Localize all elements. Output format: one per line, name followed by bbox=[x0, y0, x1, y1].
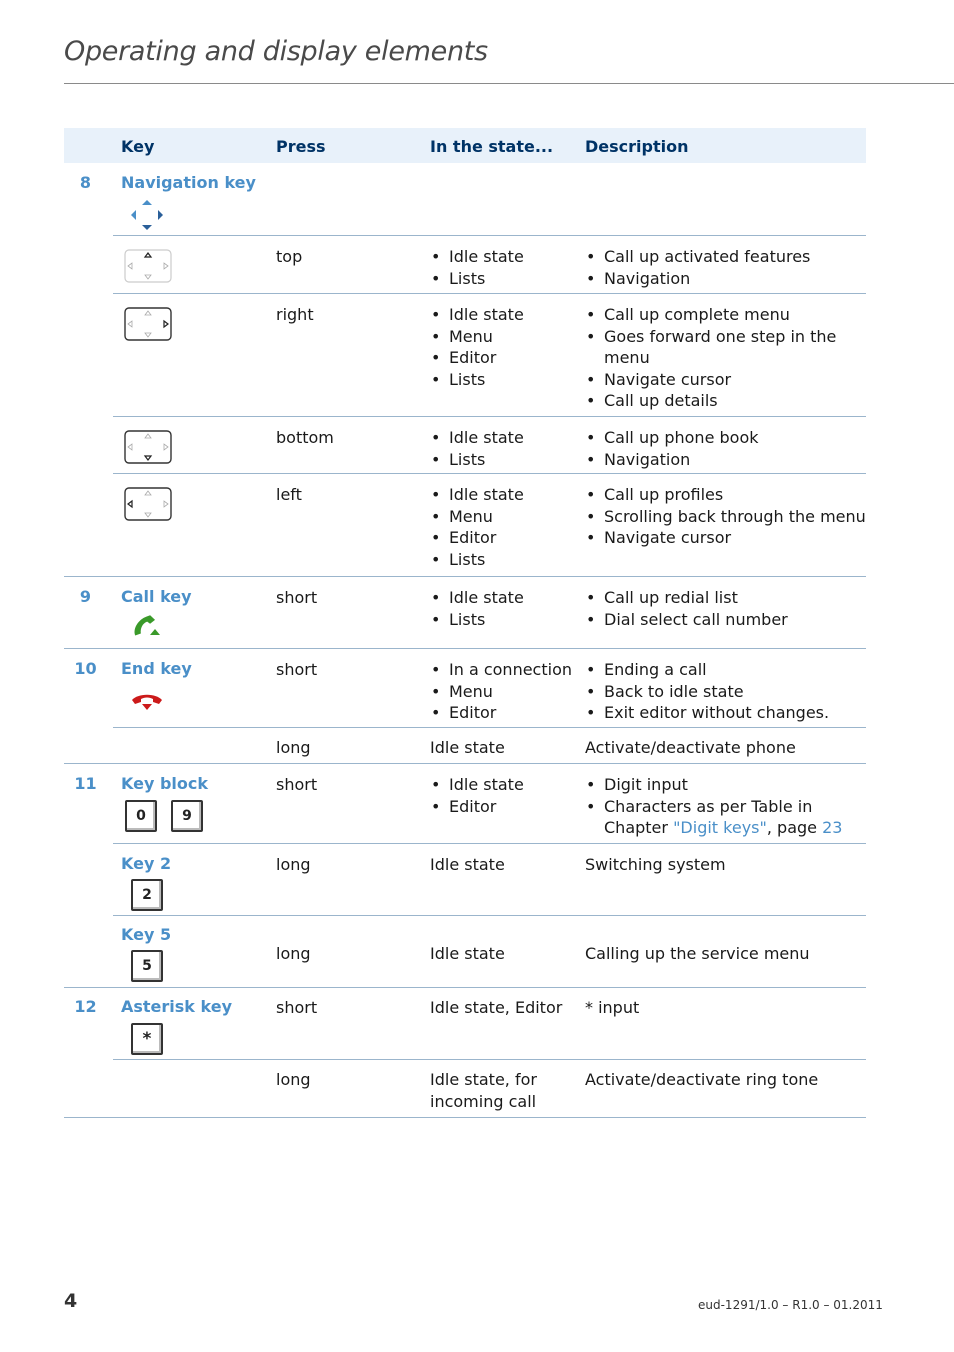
description-list bbox=[585, 587, 870, 630]
table-row bbox=[64, 577, 866, 649]
table-row bbox=[64, 417, 866, 474]
table-row bbox=[64, 294, 866, 417]
list-item: • Call up redial list bbox=[585, 587, 870, 609]
list-item: • Menu bbox=[430, 681, 580, 703]
list-item: • Back to idle state bbox=[585, 681, 870, 703]
list-item: • Digit input bbox=[585, 774, 870, 796]
navigation-key-icon bbox=[130, 199, 164, 231]
key-name: Call key bbox=[121, 587, 192, 606]
press-type: short bbox=[276, 998, 318, 1017]
list-item: • Scrolling back through the menu bbox=[585, 506, 870, 528]
list-item: • Idle state bbox=[430, 427, 580, 449]
list-item: • Idle state bbox=[430, 246, 580, 268]
row-number: 12 bbox=[74, 997, 97, 1016]
header-state: In the state... bbox=[430, 137, 554, 156]
table-row bbox=[64, 728, 866, 764]
digit-keys-link[interactable]: "Digit keys" bbox=[673, 818, 767, 838]
list-item: • Lists bbox=[430, 449, 580, 471]
document-reference: eud-1291/1.0 – R1.0 – 01.2011 bbox=[698, 1298, 883, 1312]
row-number: 9 bbox=[79, 587, 92, 606]
list-item: • Idle state bbox=[430, 484, 580, 506]
table-row bbox=[64, 844, 866, 916]
list-item: • Editor bbox=[430, 527, 580, 549]
list-item: • Goes forward one step in the menu bbox=[585, 326, 870, 369]
description-text: Activate/deactivate phone bbox=[585, 738, 796, 757]
header-description: Description bbox=[585, 137, 689, 156]
description-text: Activate/deactivate ring tone bbox=[585, 1070, 819, 1089]
list-item: • Menu bbox=[430, 326, 580, 348]
press-type: long bbox=[276, 1070, 311, 1089]
header-key: Key bbox=[121, 137, 155, 156]
state-list bbox=[430, 587, 580, 630]
table-row bbox=[64, 916, 866, 988]
reference-text: Characters as per Table in Chapter bbox=[604, 796, 813, 838]
press-type: bottom bbox=[276, 428, 334, 447]
press-type: right bbox=[276, 305, 314, 324]
press-type: short bbox=[276, 775, 318, 794]
nav-key-top-icon bbox=[124, 249, 172, 283]
description-list bbox=[585, 774, 870, 839]
list-item: • Dial select call number bbox=[585, 609, 870, 631]
table-row bbox=[64, 764, 866, 844]
list-item: • In a connection bbox=[430, 659, 580, 681]
press-type: short bbox=[276, 588, 318, 607]
digit-key-2-icon: 2 bbox=[131, 879, 163, 911]
press-type: long bbox=[276, 944, 311, 963]
state-text: Idle state bbox=[430, 944, 505, 963]
press-type: long bbox=[276, 855, 311, 874]
list-item: • Idle state bbox=[430, 587, 580, 609]
list-item: • Menu bbox=[430, 506, 580, 528]
row-divider bbox=[64, 1117, 866, 1118]
list-item: • Ending a call bbox=[585, 659, 870, 681]
state-list bbox=[430, 659, 580, 724]
key-name: Navigation key bbox=[121, 173, 256, 192]
call-key-icon bbox=[130, 615, 164, 639]
list-item: • Lists bbox=[430, 369, 580, 391]
table-row bbox=[64, 236, 866, 294]
list-item: • Navigation bbox=[585, 449, 870, 471]
row-number: 8 bbox=[79, 173, 92, 192]
key-name: Key 2 bbox=[121, 854, 172, 873]
state-list bbox=[430, 427, 580, 470]
description-text: Switching system bbox=[585, 855, 726, 874]
state-list bbox=[430, 246, 580, 289]
table-row bbox=[64, 988, 866, 1060]
description-list bbox=[585, 484, 870, 549]
description-text: Calling up the service menu bbox=[585, 944, 810, 963]
list-item: • Call up profiles bbox=[585, 484, 870, 506]
row-number: 11 bbox=[74, 774, 97, 793]
state-text: Idle state, for incoming call bbox=[430, 1070, 537, 1111]
list-item: • Navigate cursor bbox=[585, 369, 870, 391]
list-item: • Editor bbox=[430, 702, 580, 724]
asterisk-key-icon: * bbox=[131, 1023, 163, 1055]
list-item: • Lists bbox=[430, 609, 580, 631]
list-item: • Call up phone book bbox=[585, 427, 870, 449]
state-list bbox=[430, 304, 580, 390]
end-key-icon bbox=[130, 691, 164, 711]
press-type: long bbox=[276, 738, 311, 757]
reference-page-label: , page bbox=[766, 818, 817, 838]
description-list bbox=[585, 427, 870, 470]
state-list bbox=[430, 774, 580, 817]
nav-key-right-icon bbox=[124, 307, 172, 341]
digit-key-0-icon: 0 bbox=[125, 800, 157, 832]
nav-key-left-icon bbox=[124, 487, 172, 521]
table-row bbox=[64, 474, 866, 577]
state-text: Idle state bbox=[430, 855, 505, 874]
key-name: Key 5 bbox=[121, 925, 172, 944]
press-type: short bbox=[276, 660, 318, 679]
list-item: • Editor bbox=[430, 347, 580, 369]
list-item: • Navigate cursor bbox=[585, 527, 870, 549]
table-row bbox=[64, 1060, 866, 1118]
key-name: End key bbox=[121, 659, 192, 678]
description-list bbox=[585, 246, 870, 289]
list-item: • Call up activated features bbox=[585, 246, 870, 268]
page-link[interactable]: 23 bbox=[822, 818, 843, 838]
digit-key-5-icon: 5 bbox=[131, 950, 163, 982]
digit-key-9-icon: 9 bbox=[171, 800, 203, 832]
key-name: Key block bbox=[121, 774, 209, 793]
key-table bbox=[64, 128, 866, 1118]
page-number: 4 bbox=[64, 1290, 78, 1312]
page-title: Operating and display elements bbox=[64, 36, 488, 67]
press-type: left bbox=[276, 485, 302, 504]
table-header bbox=[64, 128, 866, 163]
list-item: • Exit editor without changes. bbox=[585, 702, 870, 724]
state-list bbox=[430, 484, 580, 570]
table-row bbox=[64, 649, 866, 728]
key-name: Asterisk key bbox=[121, 997, 233, 1016]
description-list bbox=[585, 304, 870, 412]
list-item: • Idle state bbox=[430, 774, 580, 796]
list-item: • Idle state bbox=[430, 304, 580, 326]
list-item: • Call up details bbox=[585, 390, 870, 412]
row-number: 10 bbox=[74, 659, 97, 678]
list-item: • Lists bbox=[430, 549, 580, 571]
table-row bbox=[64, 163, 866, 236]
list-item: • Editor bbox=[430, 796, 580, 818]
press-type: top bbox=[276, 247, 303, 266]
title-divider bbox=[64, 83, 954, 84]
description-list bbox=[585, 659, 870, 724]
list-item: • Lists bbox=[430, 268, 580, 290]
header-press: Press bbox=[276, 137, 326, 156]
state-text: Idle state, Editor bbox=[430, 998, 563, 1017]
list-item: • Call up complete menu bbox=[585, 304, 870, 326]
description-text: * input bbox=[585, 998, 640, 1017]
state-text: Idle state bbox=[430, 738, 505, 757]
list-item: • Navigation bbox=[585, 268, 870, 290]
list-item bbox=[585, 796, 870, 839]
nav-key-bottom-icon bbox=[124, 430, 172, 464]
